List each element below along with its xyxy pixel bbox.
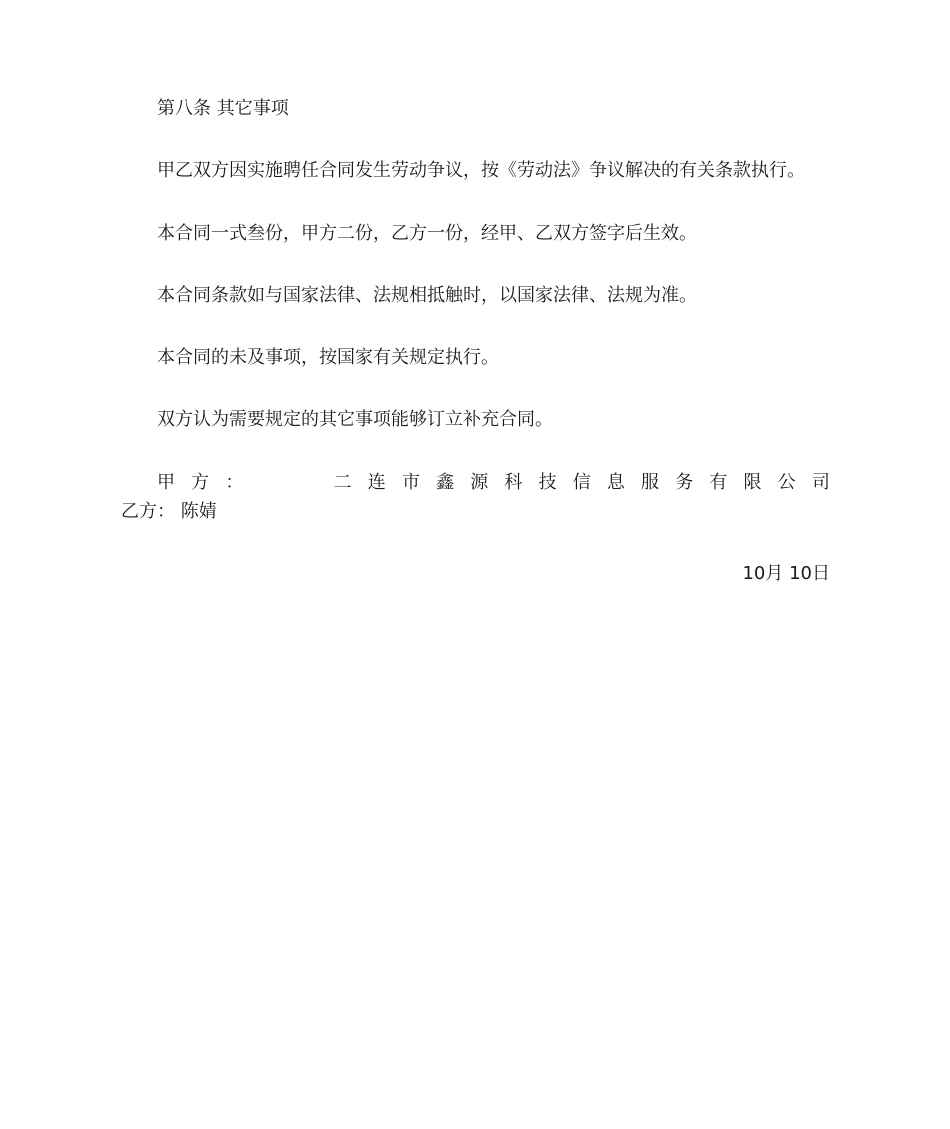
party-a-line bbox=[157, 471, 830, 495]
party-a-name-char: 务 bbox=[675, 472, 694, 493]
paragraph-unmentioned-matters: 本合同的未及事项，按国家有关规定执行。 bbox=[157, 347, 499, 368]
party-a-spacer bbox=[259, 471, 317, 495]
party-a-label-char: 甲 bbox=[157, 472, 175, 493]
party-a-name-char: 源 bbox=[470, 472, 489, 493]
party-a-name-char: 二 bbox=[333, 472, 352, 493]
paragraph-copies: 本合同一式叁份，甲方二份，乙方一份，经甲、乙双方签字后生效。 bbox=[157, 223, 697, 244]
party-a-name-char: 有 bbox=[709, 472, 728, 493]
paragraph-law-conflict: 本合同条款如与国家法律、法规相抵触时，以国家法律、法规为准。 bbox=[157, 285, 697, 306]
article-heading: 第八条 其它事项 bbox=[157, 98, 289, 119]
paragraph-supplementary: 双方认为需要规定的其它事项能够订立补充合同。 bbox=[157, 409, 553, 430]
party-a-name-char: 信 bbox=[572, 472, 591, 493]
party-a-name-char: 鑫 bbox=[436, 472, 455, 493]
party-a-label-char: ： bbox=[225, 472, 244, 493]
party-b-line: 乙方： 陈婧 bbox=[121, 501, 217, 522]
paragraph-labor-dispute: 甲乙双方因实施聘任合同发生劳动争议，按《劳动法》争议解决的有关条款执行。 bbox=[157, 160, 805, 181]
signing-date: 10月 10日 bbox=[742, 563, 830, 584]
party-a-name-char: 技 bbox=[538, 472, 557, 493]
party-a-name-char: 服 bbox=[641, 472, 660, 493]
party-a-label-char: 方 bbox=[191, 472, 210, 493]
party-a-name-char: 连 bbox=[367, 472, 386, 493]
party-a-name-char: 司 bbox=[811, 472, 830, 493]
party-a-name-char: 息 bbox=[606, 472, 625, 493]
party-a-name-char: 公 bbox=[777, 472, 796, 493]
party-a-name-char: 限 bbox=[743, 472, 762, 493]
party-a-name-char: 科 bbox=[504, 472, 523, 493]
party-a-name-char: 市 bbox=[401, 472, 420, 493]
